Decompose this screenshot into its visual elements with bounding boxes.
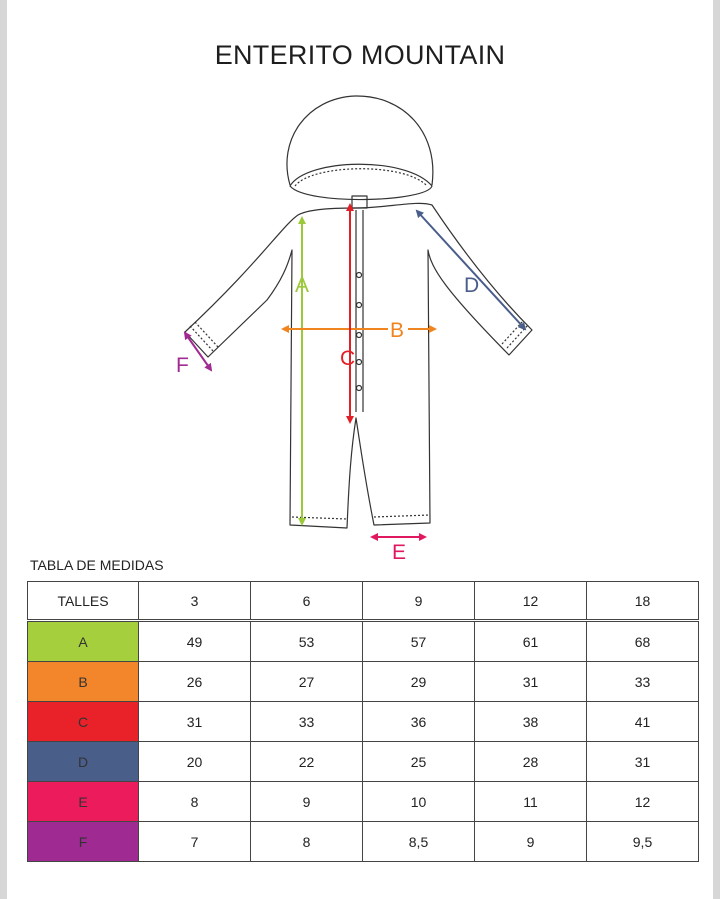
row-label-swatch: A [28, 621, 139, 662]
table-row [28, 822, 699, 862]
table-header-row [28, 582, 699, 621]
hood-opening [290, 164, 432, 199]
table-cell: 20 [139, 742, 251, 782]
table-cell: 25 [363, 742, 475, 782]
table-cell: 31 [475, 662, 587, 702]
header-size: 9 [363, 582, 475, 621]
row-label-swatch: F [28, 822, 139, 862]
table-cell: 33 [251, 702, 363, 742]
measure-label-a: A [295, 274, 310, 297]
header-size: 6 [251, 582, 363, 621]
table-cell: 29 [363, 662, 475, 702]
header-size: 12 [475, 582, 587, 621]
garment-diagram [7, 0, 713, 570]
measure-line-d [417, 211, 525, 329]
size-chart-page [7, 0, 713, 899]
table-cell: 7 [139, 822, 251, 862]
table-cell: 28 [475, 742, 587, 782]
table-row [28, 621, 699, 662]
table-cell: 53 [251, 621, 363, 662]
table-cell: 31 [139, 702, 251, 742]
header-label: TALLES [28, 582, 139, 621]
measure-label-b: B [390, 319, 405, 342]
table-cell: 11 [475, 782, 587, 822]
table-cell: 22 [251, 742, 363, 782]
table-cell: 9,5 [587, 822, 699, 862]
table-row [28, 702, 699, 742]
table-cell: 68 [587, 621, 699, 662]
row-label-swatch: C [28, 702, 139, 742]
row-label-swatch: E [28, 782, 139, 822]
table-cell: 9 [251, 782, 363, 822]
row-label-swatch: D [28, 742, 139, 782]
table-cell: 49 [139, 621, 251, 662]
table-cell: 33 [587, 662, 699, 702]
measure-label-f: F [176, 354, 189, 377]
table-cell: 36 [363, 702, 475, 742]
size-table [27, 581, 699, 862]
table-row [28, 662, 699, 702]
romper-body [185, 203, 532, 528]
table-cell: 8,5 [363, 822, 475, 862]
table-cell: 41 [587, 702, 699, 742]
header-size: 3 [139, 582, 251, 621]
table-cell: 38 [475, 702, 587, 742]
measure-label-d: D [464, 274, 480, 297]
table-cell: 12 [587, 782, 699, 822]
table-cell: 57 [363, 621, 475, 662]
table-cell: 10 [363, 782, 475, 822]
table-cell: 31 [587, 742, 699, 782]
measure-label-c: C [340, 347, 356, 370]
table-cell: 61 [475, 621, 587, 662]
table-row [28, 742, 699, 782]
table-cell: 9 [475, 822, 587, 862]
measure-label-e: E [392, 541, 407, 564]
header-size: 18 [587, 582, 699, 621]
measure-line-f [185, 333, 211, 370]
table-cell: 8 [139, 782, 251, 822]
table-cell: 8 [251, 822, 363, 862]
table-cell: 27 [251, 662, 363, 702]
row-label-swatch: B [28, 662, 139, 702]
table-caption: TABLA DE MEDIDAS [30, 557, 164, 573]
page-title: ENTERITO MOUNTAIN [214, 40, 506, 70]
table-row [28, 782, 699, 822]
hood-outline [287, 96, 433, 185]
table-cell: 26 [139, 662, 251, 702]
